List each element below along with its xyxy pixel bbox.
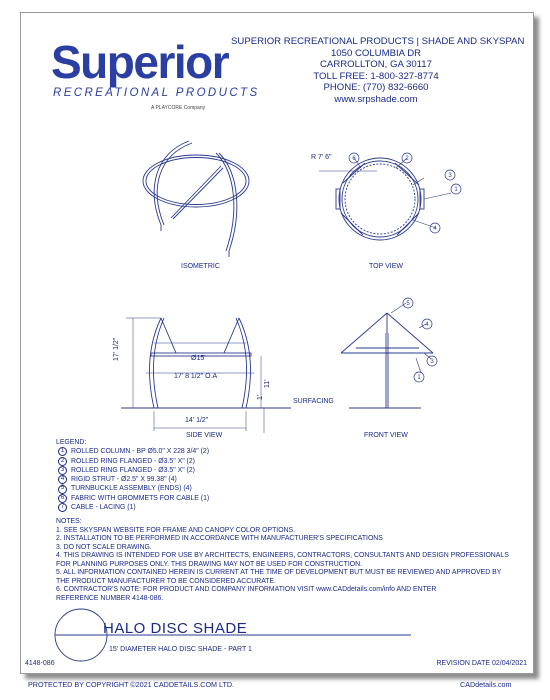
dim-height-ring: 11' [264,379,271,388]
company-website[interactable]: www.srpshade.com [334,93,418,105]
legend-number: 2 [58,457,67,466]
note-line: FOR PLANNING PURPOSES ONLY. THIS DRAWING MAY NOT BE USED FOR CONSTRUCTION. [56,560,363,568]
legend-text: ROLLED RING FLANGED - Ø3.5" X" (2) [71,457,195,465]
svg-text:4: 4 [425,322,429,328]
legend-text: RIGID STRUT - Ø2.5" X 99.38" (4) [71,476,177,484]
copyright-notice: PROTECTED BY COPYRIGHT ©2021 CADDETAILS.COM LTD. [28,680,235,689]
caddetails-link[interactable]: CADdetails.com [460,680,512,689]
front-view-drawing [341,303,433,408]
dim-overall: 17' 8 1/2" O.A [174,373,218,380]
dim-depth: 1' [257,394,264,400]
drawing-title: HALO DISC SHADE [103,620,248,637]
svg-text:3: 3 [448,173,452,179]
logo-subtitle: RECREATIONAL PRODUCTS [53,87,260,99]
legend-number: 1 [58,447,67,456]
svg-text:3: 3 [430,359,434,365]
svg-text:2: 2 [405,156,409,162]
legend-item [56,484,209,493]
logo-tagline: A PLAYCORE Company [151,105,206,111]
surfacing-label: SURFACING [293,398,334,405]
legend-item [56,457,209,466]
legend-number: 3 [58,466,67,475]
top-view-drawing [319,158,451,240]
view-label-isometric: ISOMETRIC [181,263,220,270]
svg-text:5: 5 [406,301,410,307]
dim-diameter: Ø15' [191,355,206,362]
view-label-front: FRONT VIEW [364,432,408,439]
legend-number: 4 [58,475,67,484]
notes-title: NOTES: [56,518,82,525]
legend-text: FABRIC WITH GROMMETS FOR CABLE (1) [71,494,210,502]
dim-radius: R 7' 6" [311,154,332,161]
drawing-sheet [20,12,534,674]
note-line: 4. THIS DRAWING IS INTENDED FOR USE BY ARCHITECTS, ENGINEERS, CONTRACTORS, CONSULTANTS AND DESIGN PROFESSIONALS [56,552,509,559]
legend-item [56,447,209,456]
note-line: REFERENCE NUMBER 4148-086. [56,594,164,602]
note-line: THE PRODUCT MANUFACTURER TO BE CONSIDERED ACCURATE. [56,577,277,585]
svg-text:1: 1 [454,187,458,193]
legend-number: 7 [58,503,67,512]
isometric-view-drawing [143,141,249,257]
logo-wordmark: Superior [51,36,229,88]
note-line: 6. CONTRACTOR'S NOTE: FOR PRODUCT AND COMPANY INFORMATION VISIT www.CADdetails.com/info AND ENTER [56,586,437,593]
dim-base: 14' 1/2" [185,417,209,424]
svg-text:6: 6 [352,156,356,162]
note-line: 5. ALL INFORMATION CONTAINED HEREIN IS CURRENT AT THE TIME OF DEVELOPMENT BUT MUST BE REVIEWED AND APPROVED BY [56,569,502,576]
drawing-subtitle: 15' DIAMETER HALO DISC SHADE - PART 1 [109,646,252,653]
legend-text: CABLE - LACING (1) [71,504,136,512]
legend-item [56,494,209,503]
legend-number: 6 [58,494,67,503]
drawing-number: 4148-086 [25,660,55,667]
notes [56,518,509,603]
dim-height-total: 17' 1/2" [113,337,120,361]
legend-item [56,466,209,475]
legend-text: ROLLED RING FLANGED - Ø3.5" X" (2) [71,466,195,474]
company-tollfree: TOLL FREE: 1-800-327-8774 [313,70,439,82]
svg-text:4: 4 [433,226,437,232]
legend-number: 5 [58,485,67,494]
view-label-side: SIDE VIEW [186,432,223,439]
legend-title: LEGEND: [56,439,87,446]
revision-date: REVISION DATE 02/04/2021 [436,660,527,667]
note-line: 2. INSTALLATION TO BE PERFORMED IN ACCORDANCE WITH MANUFACTURER'S SPECIFICATIONS [56,535,383,542]
view-label-top: TOP VIEW [369,263,403,270]
legend-item [56,475,209,484]
company-address-2: CARROLLTON, GA 30117 [320,59,432,71]
legend [56,438,209,512]
svg-text:1: 1 [417,375,421,381]
legend-item [56,503,209,512]
legend-text: ROLLED COLUMN - BP Ø5.0" X 228 3/4" (2) [71,448,210,456]
note-line: 1. SEE SKYSPAN WEBSITE FOR FRAME AND CANOPY COLOR OPTIONS. [56,526,296,534]
company-address-1: 1050 COLUMBIA DR [330,47,422,59]
company-phone: PHONE: (770) 832-6660 [323,82,429,94]
company-name: SUPERIOR RECREATIONAL PRODUCTS | SHADE AND SKYSPAN [231,36,525,47]
note-line: 3. DO NOT SCALE DRAWING. [56,543,152,551]
legend-text: TURNBUCKLE ASSEMBLY (ENDS) (4) [71,485,192,493]
